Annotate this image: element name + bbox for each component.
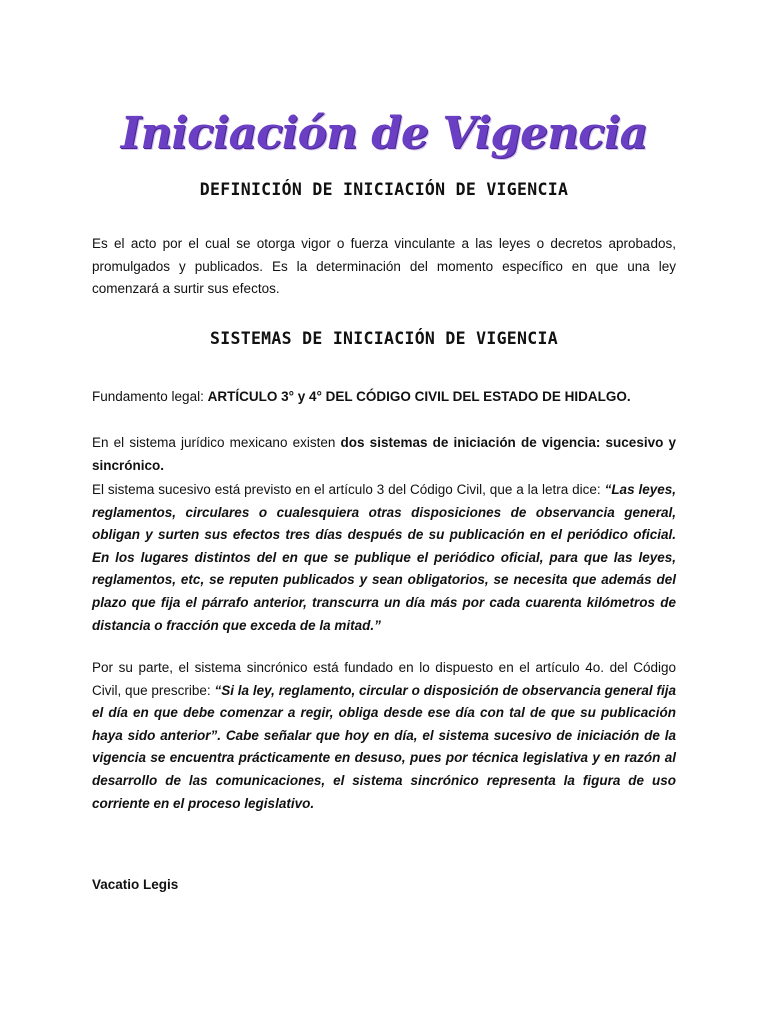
definition-paragraph: Es el acto por el cual se otorga vigor o fuerza vinculante a las leyes o decretos aprobados, promulgados y publicados. Es la determinación del momento específico en que una ley comenzará a surtir sus efectos. (92, 236, 676, 297)
heading-definition: DEFINICIÓN DE INICIACIÓN DE VIGENCIA (199, 180, 569, 199)
sucesivo-quote: “Las leyes, reglamentos, circulares o cualesquiera otras disposiciones de observancia general, obligan y surten sus efectos tres días después de su publicación en el periódico oficial. En los lugares distintos del en que se publique el periódico oficial, para que las leyes, reglamentos, etc, se reputen publicados y sean obligatorios, se necesita que además del plazo que fija el párrafo anterior, transcurra un día más por cada cuarenta kilómetros de distancia o fracción que exceda de la mitad.” (92, 482, 676, 633)
sucesivo-paragraph (92, 479, 676, 637)
systems-bold: dos sistemas de iniciación de vigencia: sucesivo y sincrónico. (92, 435, 676, 473)
systems-intro: En el sistema jurídico mexicano existen (92, 435, 341, 450)
heading-systems: SISTEMAS DE INICIACIÓN DE VIGENCIA (210, 329, 558, 348)
sincronico-quote: “Si la ley, reglamento, circular o disposición de observancia general fija el día en que debe comenzar a regir, obliga desde ese día con tal de que su publicación haya sido anterior”. Cabe señalar que hoy en día, el sistema sucesivo de iniciación de la vigencia se encuentra prácticamente en desuso, pues por técnica legislativa y en razón al desarrollo de las comunicaciones, el sistema sincrónico representa la figura de uso corriente en el proceso legislativo. (92, 682, 676, 811)
systems-paragraph (92, 432, 676, 477)
document-title: Iniciación de Vigencia (120, 108, 648, 159)
sincronico-intro: Por su parte, el sistema sincrónico está fundado en lo dispuesto en el artículo 4o. del Código Civil, que prescribe: (92, 660, 676, 698)
fundamento-label: Fundamento legal: (92, 389, 208, 404)
fundamento-paragraph (92, 386, 676, 409)
vacatio-heading: Vacatio Legis (92, 877, 179, 892)
sucesivo-intro: El sistema sucesivo está previsto en el artículo 3 del Código Civil, que a la letra dice: (92, 482, 605, 497)
sincronico-paragraph (92, 657, 676, 815)
fundamento-articles: ARTÍCULO 3° y 4° DEL CÓDIGO CIVIL DEL ESTADO DE HIDALGO. (207, 389, 631, 404)
